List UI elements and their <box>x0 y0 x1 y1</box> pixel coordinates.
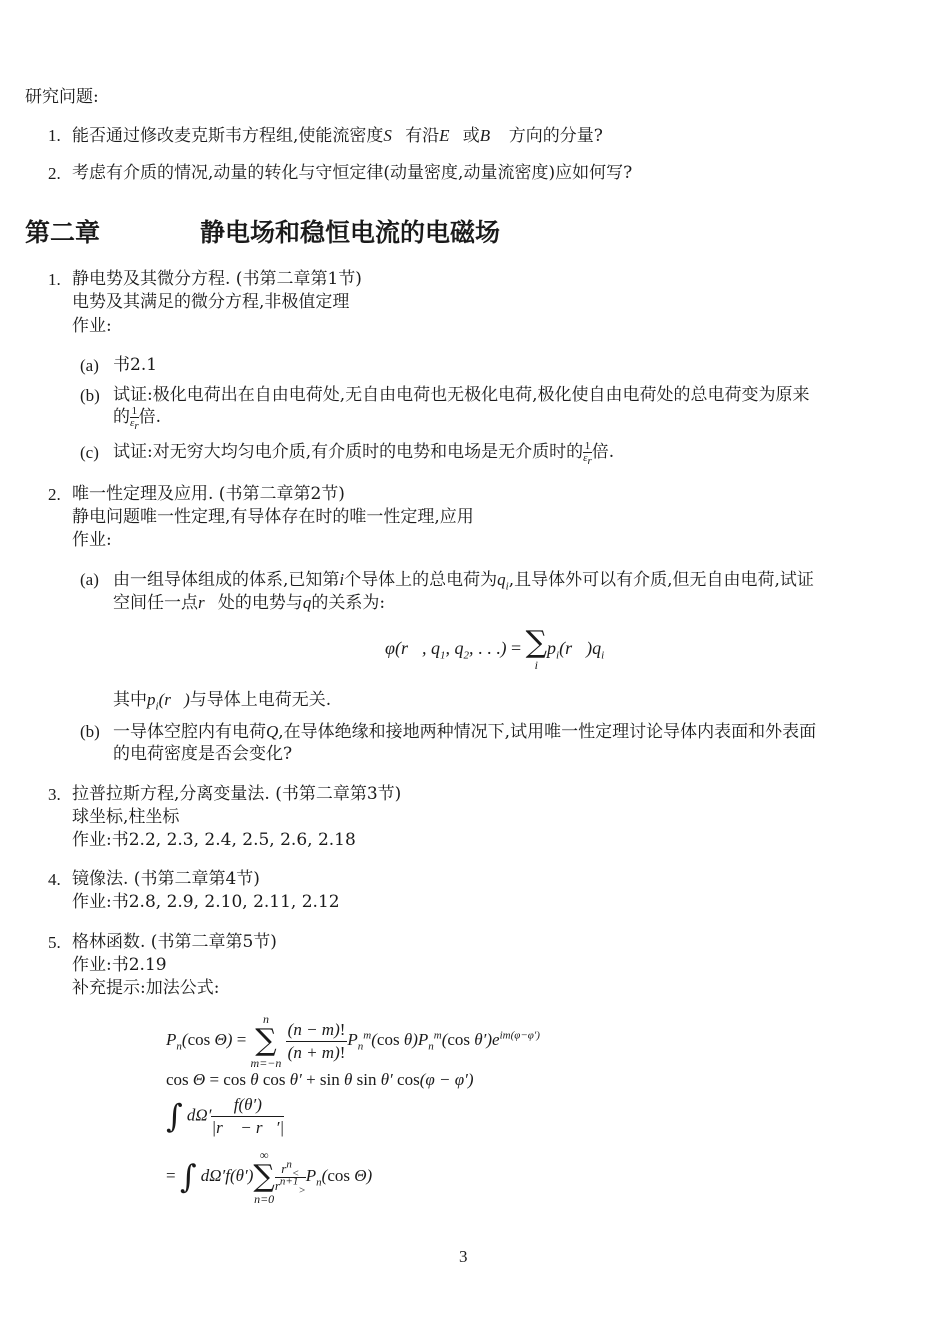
chapter-title: 静电场和稳恒电流的电磁场 <box>200 218 501 247</box>
sec2-number: 2. <box>48 485 61 504</box>
sec2-a-label: (a) <box>80 570 99 589</box>
potential-equation: φ(r⃗, $q_1$, $q_2$, . . .) = ∑ i $p_i(r⃗)q_i$ <box>385 625 605 672</box>
sec1-a-label: (a) <box>80 356 99 375</box>
research-q2-number: 2. <box>48 164 61 183</box>
sec1-b-line1: 试证:极化电荷出在自由电荷处,无自由电荷也无极化电荷,极化使自由电荷处的总电荷变为原来 <box>113 385 810 405</box>
sec2-b-label: (b) <box>80 722 100 741</box>
page-number: 3 <box>459 1247 468 1266</box>
sec2-a-after: 其中$p_i(r⃗)$与导体上电荷无关. <box>113 690 332 713</box>
sec4-number: 4. <box>48 870 61 889</box>
sec2-desc: 静电问题唯一性定理,有导体存在时的唯一性定理,应用 <box>72 507 474 527</box>
sec5-hint: 补充提示:加法公式: <box>72 978 220 998</box>
addition-theorem-eq4: = ∫ dΩ′f(θ′) ∞ ∑ n=0 $\frac{r^n_<}{r^{n+1}_>}P_n(\cos$ Θ) <box>166 1148 373 1206</box>
chapter-label: 第二章 <box>25 218 101 247</box>
sec2-b-line2: 的电荷密度是否会变化? <box>113 744 293 764</box>
addition-theorem-eq3: ∫ dΩ′ $\frac{f(\theta')}{|r⃗ - r⃗'|}$ <box>166 1095 285 1137</box>
sec3-homework: 作业:书2.2, 2.3, 2.4, 2.5, 2.6, 2.18 <box>72 830 356 850</box>
research-q1: 能否通过修改麦克斯韦方程组,使能流密度S⃗有沿E⃗或B⃗ 方向的分量? <box>72 126 603 146</box>
sec2-b-line1: 一导体空腔内有电荷Q,在导体绝缘和接地两种情况下,试用唯一性定理讨论导体内表面和外表面 <box>113 722 817 742</box>
sec1-c: 试证:对无穷大均匀电介质,有介质时的电势和电场是无介质时的 $\frac{1}{\varepsilon_r}$ 倍. <box>113 440 615 468</box>
sec1-b-line2: 的 $\frac{1}{\varepsilon_r}$ 倍. <box>113 405 162 433</box>
sec1-a: 书2.1 <box>113 355 158 375</box>
sec5-title: 格林函数. (书第二章第5节) <box>72 932 277 952</box>
addition-theorem-eq1: $P_n(\cos$ Θ) = n ∑ m=−n $\frac{(n - m)!}{(n + m)!}P_n^m(\cos$ $\theta)P_n^m(\cos$ $\theta')e^{im(\varphi-\varphi')}$ <box>166 1012 540 1070</box>
sec2-homework-label: 作业: <box>72 530 112 550</box>
sec2-title: 唯一性定理及应用. (书第二章第2节) <box>72 484 345 504</box>
sec1-desc: 电势及其满足的微分方程,非极值定理 <box>72 292 350 312</box>
research-q2: 考虑有介质的情况,动量的转化与守恒定律(动量密度,动量流密度)应如何写? <box>72 163 633 183</box>
sec4-title: 镜像法. (书第二章第4节) <box>72 869 260 889</box>
sec1-homework-label: 作业: <box>72 316 112 336</box>
research-q1-number: 1. <box>48 126 61 145</box>
sec3-desc: 球坐标,柱坐标 <box>72 807 180 827</box>
sec2-a-line1: 由一组导体组成的体系,已知第i个导体上的总电荷为$q_i$,且导体外可以有介质,但无自由电荷,试证 <box>113 570 814 593</box>
sec5-number: 5. <box>48 933 61 952</box>
addition-theorem-eq2: cos Θ = cos θ cos θ′ + sin θ sin θ′ cos(φ − φ′) <box>166 1070 474 1089</box>
sec1-b-label: (b) <box>80 386 100 405</box>
sec5-homework: 作业:书2.19 <box>72 955 167 975</box>
sec1-number: 1. <box>48 270 61 289</box>
sec1-title: 静电势及其微分方程. (书第二章第1节) <box>72 269 362 289</box>
sec3-number: 3. <box>48 785 61 804</box>
research-heading: 研究问题: <box>25 87 99 107</box>
sec2-a-line2: 空间任一点r⃗处的电势与q的关系为: <box>113 593 386 613</box>
sec4-homework: 作业:书2.8, 2.9, 2.10, 2.11, 2.12 <box>72 892 340 912</box>
sec1-c-label: (c) <box>80 443 99 462</box>
sec3-title: 拉普拉斯方程,分离变量法. (书第二章第3节) <box>72 784 402 804</box>
